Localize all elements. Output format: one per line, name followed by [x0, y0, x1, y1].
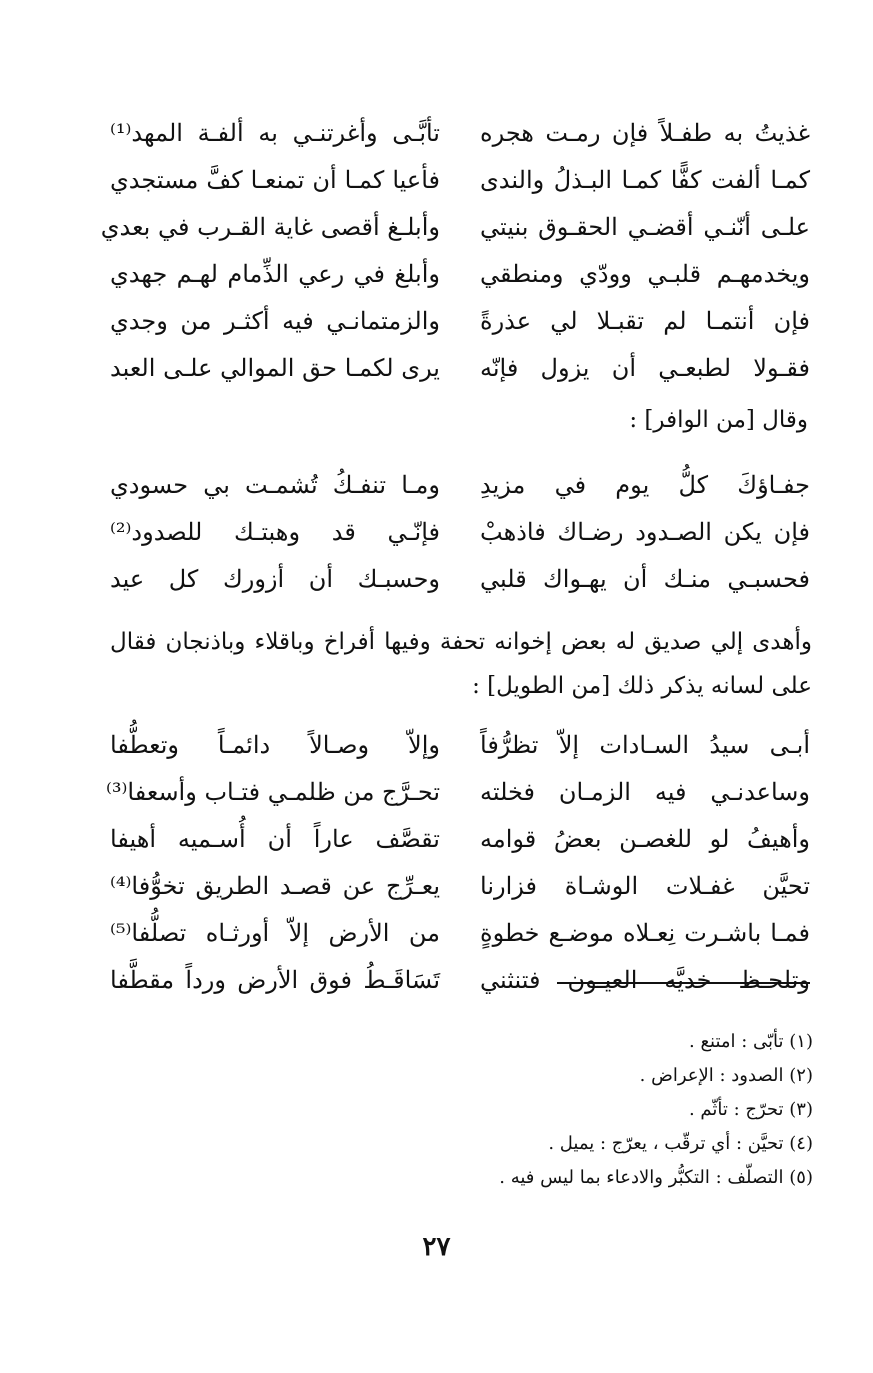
footnote: (٢) الصدود : الإعراض . [639, 1065, 813, 1086]
verse-row [110, 863, 810, 910]
second-hemistich: ومـا تنفـكُ تُشمـت بي حسودي [110, 471, 440, 499]
verse-row [110, 298, 810, 345]
footnote: (٤) تحيَّن : أي ترقّب ، يعرّج : يميل . [548, 1133, 813, 1154]
second-hemistich: من الأرض إلاّ أورثـاه تصلُّفا⁽⁵⁾ [110, 919, 440, 947]
verse-row [105, 769, 810, 816]
second-hemistich: وأبلـغ أقصى غاية القـرب في بعدي [100, 213, 440, 241]
first-hemistich: فمـا باشـرت نِعـلاه موضـع خطوةٍ [480, 919, 810, 947]
first-hemistich: غذيتُ به طفـلاً فإن رمـت هجره [480, 119, 810, 147]
poem-block-3 [105, 722, 810, 1004]
first-hemistich: وساعدنـي فيه الزمـان فخلته [480, 778, 810, 806]
first-hemistich: ويخدمهـم قلبـي وودّي ومنطقي [480, 260, 810, 288]
verse-row [110, 816, 810, 863]
second-hemistich: وإلاّ وصـالاً دائمـاً وتعطُّفا [110, 731, 440, 759]
second-hemistich: فأعيا كمـا أن تمنعـا كفَّ مستجدي [110, 166, 440, 194]
first-hemistich: تحيَّن غفـلات الوشـاة فزارنا [480, 872, 810, 900]
second-hemistich: يرى لكمـا حق الموالي علـى العبد [110, 354, 440, 382]
poem-block-1 [100, 110, 810, 392]
first-hemistich: وأهيفُ لو للغصـن بعضُ قوامه [480, 825, 810, 853]
verse-row [110, 556, 810, 603]
prose-paragraph [110, 620, 812, 708]
first-hemistich: أبـى سيدُ السـادات إلاّ تظرُّفاً [480, 731, 810, 759]
footnote: (٣) تحرّج : تأثّم . [688, 1099, 813, 1120]
first-hemistich: فإن يكن الصـدود رضـاك فاذهبْ [480, 518, 810, 546]
prose-line: وأهدى إلي صديق له بعض إخوانه تحفة وفيها أفراخ وباقلاء وباذنجان فقال [110, 629, 812, 655]
second-hemistich: وأبلغ في رعي الذِّمام لهـم جهدي [110, 260, 440, 288]
verse-row [110, 509, 810, 556]
prose-line: على لسانه يذكر ذلك [من الطويل] : [472, 673, 812, 699]
verse-row [110, 345, 810, 392]
verse-row [110, 251, 810, 298]
verse-row [110, 957, 810, 1004]
second-hemistich: يعـرِّج عن قصـد الطريق تخوُّفا⁽⁴⁾ [110, 872, 440, 900]
verse-row [110, 910, 810, 957]
page-number: ٢٧ [422, 1232, 451, 1262]
footnote: (٥) التصلّف : التكبُّر والادعاء بما ليس فيه . [499, 1167, 813, 1188]
first-hemistich: فقـولا لطبعـي أن يزول فإنّه [480, 354, 810, 382]
first-hemistich: وتلحـظ خديَّه العيـون فتنثني [480, 966, 810, 994]
footnote: (١) تأبّى : امتنع . [689, 1031, 813, 1052]
verse-row [110, 462, 810, 509]
second-hemistich: تَسَاقَـطُ فوق الأرض ورداً مقطَّفا [110, 966, 440, 994]
verse-row [100, 204, 810, 251]
second-hemistich: وحسبـك أن أزورك كل عيد [110, 565, 440, 593]
second-hemistich: فإنّـي قد وهبتـك للصدود⁽²⁾ [110, 518, 440, 546]
footnote-divider [557, 982, 810, 984]
verse-row [110, 722, 810, 769]
first-hemistich: كمـا ألفت كفًّا كمـا البـذلُ والندى [480, 166, 810, 194]
footnotes [313, 1025, 813, 1195]
second-hemistich: تأبَّـى وأغرتنـي به ألفـة المهد⁽¹⁾ [110, 119, 440, 147]
poem-block-2 [110, 462, 810, 603]
second-hemistich: تحـرَّج من ظلمـي فتـاب وأسعفا⁽³⁾ [105, 778, 440, 806]
verse-row [110, 157, 810, 204]
second-hemistich: والزمتمانـي فيه أكثـر من وجدي [110, 307, 440, 335]
verse-row [110, 110, 810, 157]
first-hemistich: علـى أنّنـي أقضـي الحقـوق بنيتي [480, 213, 810, 241]
first-hemistich: فحسبـي منـك أن يهـواك قلبي [480, 565, 810, 593]
first-hemistich: فإن أنتمـا لم تقبـلا لي عذرةً [480, 307, 810, 335]
second-hemistich: تقصَّف عاراً أن أُسـميه أهيفا [110, 825, 440, 853]
first-hemistich: جفـاؤكَ كلُّ يوم في مزيدِ [480, 471, 810, 499]
poem-introduction: وقال [من الوافر] : [629, 407, 808, 433]
